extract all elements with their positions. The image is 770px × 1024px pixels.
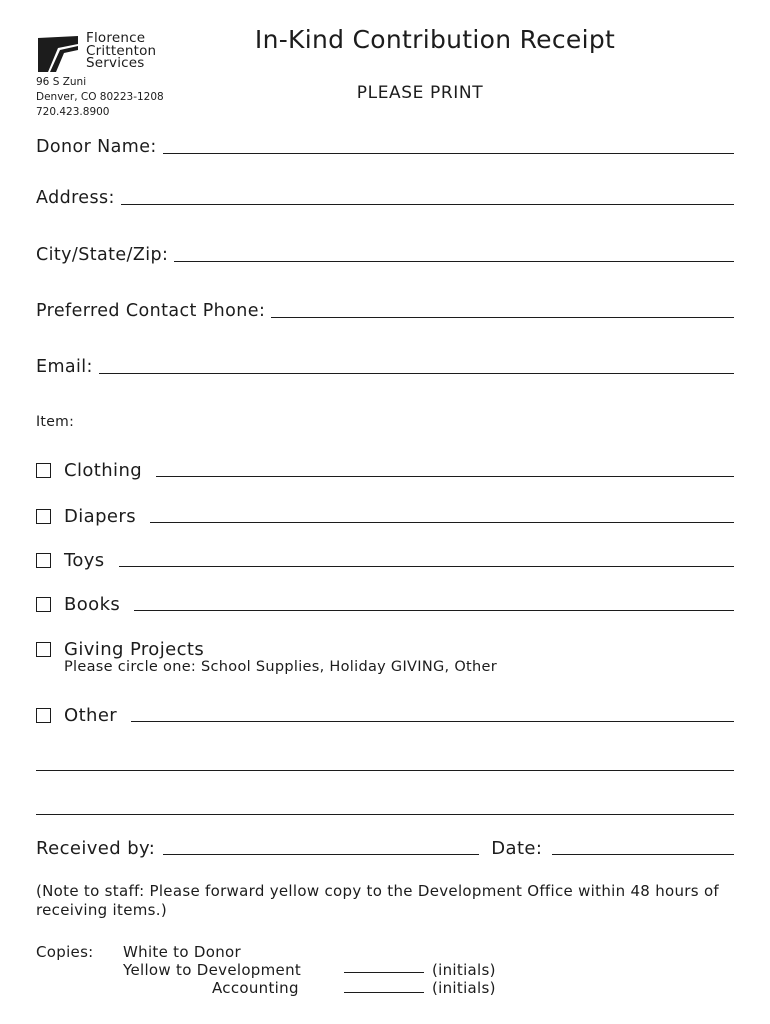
toys-line[interactable]: [119, 566, 734, 567]
giving-projects-checkbox[interactable]: [36, 642, 51, 657]
toys-label: Toys: [64, 550, 105, 571]
address-field[interactable]: [36, 188, 734, 208]
toys-item[interactable]: [36, 550, 734, 571]
giving-projects-instruction: Please circle one: School Supplies, Holiday GIVING, Other: [64, 659, 498, 675]
received-by-line[interactable]: [163, 854, 479, 855]
copies-label: Copies:: [36, 943, 94, 961]
accounting-initials-line[interactable]: [344, 992, 424, 993]
email-line[interactable]: [99, 372, 734, 374]
date-label: Date:: [491, 838, 543, 859]
copy-white: White to Donor: [123, 943, 241, 961]
address-city: Denver, CO 80223-1208: [36, 91, 164, 103]
yellow-initials-label: (initials): [432, 961, 496, 979]
organization-address: [36, 75, 164, 120]
donor-name-label: Donor Name:: [36, 137, 157, 157]
phone-label: Preferred Contact Phone:: [36, 301, 266, 321]
city-state-zip-label: City/State/Zip:: [36, 245, 169, 265]
donor-name-line[interactable]: [163, 152, 734, 154]
books-checkbox[interactable]: [36, 597, 51, 612]
logo-line-1: Florence: [86, 30, 146, 46]
email-label: Email:: [36, 357, 93, 377]
other-item[interactable]: [36, 705, 734, 726]
other-label: Other: [64, 705, 118, 726]
organization-logo: [36, 32, 186, 74]
toys-checkbox[interactable]: [36, 553, 51, 568]
copy-accounting: Accounting: [212, 979, 299, 997]
received-by-row: [36, 838, 734, 859]
clothing-line[interactable]: [156, 476, 734, 477]
giving-projects-item[interactable]: [36, 639, 734, 660]
address-street: 96 S Zuni: [36, 76, 87, 88]
address-label: Address:: [36, 188, 115, 208]
books-item[interactable]: [36, 594, 734, 615]
books-label: Books: [64, 594, 121, 615]
print-instruction: PLEASE PRINT: [356, 83, 484, 103]
clothing-item[interactable]: [36, 460, 734, 481]
clothing-label: Clothing: [64, 460, 143, 481]
date-line[interactable]: [552, 854, 734, 855]
page-title: In-Kind Contribution Receipt: [254, 25, 616, 54]
logo-mark-icon: [36, 34, 80, 74]
other-line-extra-2[interactable]: [36, 814, 734, 815]
books-line[interactable]: [134, 610, 734, 611]
yellow-initials-line[interactable]: [344, 972, 424, 973]
phone-line[interactable]: [271, 316, 734, 318]
other-line[interactable]: [131, 721, 734, 722]
diapers-checkbox[interactable]: [36, 509, 51, 524]
giving-projects-label: Giving Projects: [64, 639, 205, 660]
address-phone: 720.423.8900: [36, 106, 110, 118]
logo-line-3: Services: [86, 55, 145, 71]
accounting-initials-label: (initials): [432, 979, 496, 997]
diapers-item[interactable]: [36, 506, 734, 527]
address-line[interactable]: [121, 203, 734, 205]
logo-line-2: Crittenton: [86, 42, 157, 59]
staff-note: (Note to staff: Please forward yellow copy to the Development Office within 48 hours of receiving items.): [36, 882, 720, 919]
donor-name-field[interactable]: [36, 137, 734, 157]
diapers-label: Diapers: [64, 506, 136, 527]
received-by-label: Received by:: [36, 838, 156, 859]
other-line-extra-1[interactable]: [36, 770, 734, 771]
phone-field[interactable]: [36, 301, 734, 321]
copy-yellow: Yellow to Development: [123, 961, 302, 979]
clothing-checkbox[interactable]: [36, 463, 51, 478]
city-state-zip-line[interactable]: [174, 260, 734, 262]
item-label: Item:: [36, 414, 75, 430]
other-checkbox[interactable]: [36, 708, 51, 723]
email-field[interactable]: [36, 357, 734, 377]
city-state-zip-field[interactable]: [36, 245, 734, 265]
diapers-line[interactable]: [150, 522, 734, 523]
logo-text: [86, 32, 156, 70]
